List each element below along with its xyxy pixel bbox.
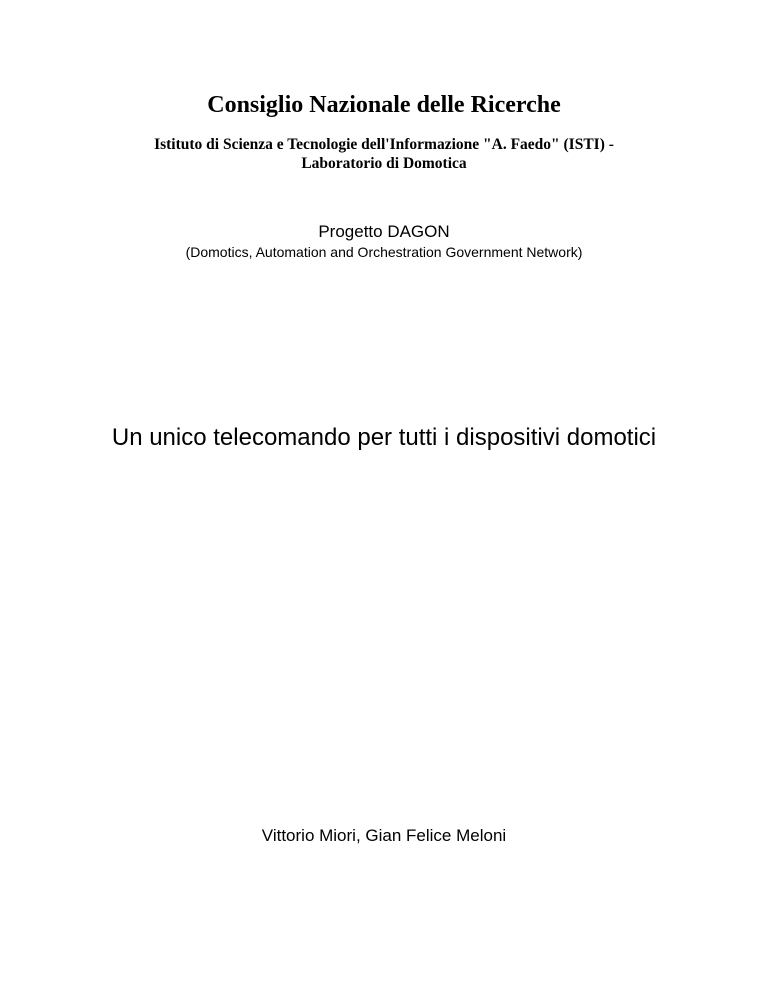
authors: Vittorio Miori, Gian Felice Meloni <box>261 826 507 845</box>
project-name: Progetto DAGON <box>318 222 450 241</box>
document-title: Un unico telecomando per tutti i dispositivi domotici <box>111 424 657 451</box>
institute-name-line2: Laboratorio di Domotica <box>301 155 467 172</box>
institute-name-line1: Istituto di Scienza e Tecnologie dell'Informazione "A. Faedo" (ISTI) - <box>154 136 614 153</box>
organization-title: Consiglio Nazionale delle Ricerche <box>207 92 561 118</box>
project-full-name: (Domotics, Automation and Orchestration Government Network) <box>185 244 583 260</box>
